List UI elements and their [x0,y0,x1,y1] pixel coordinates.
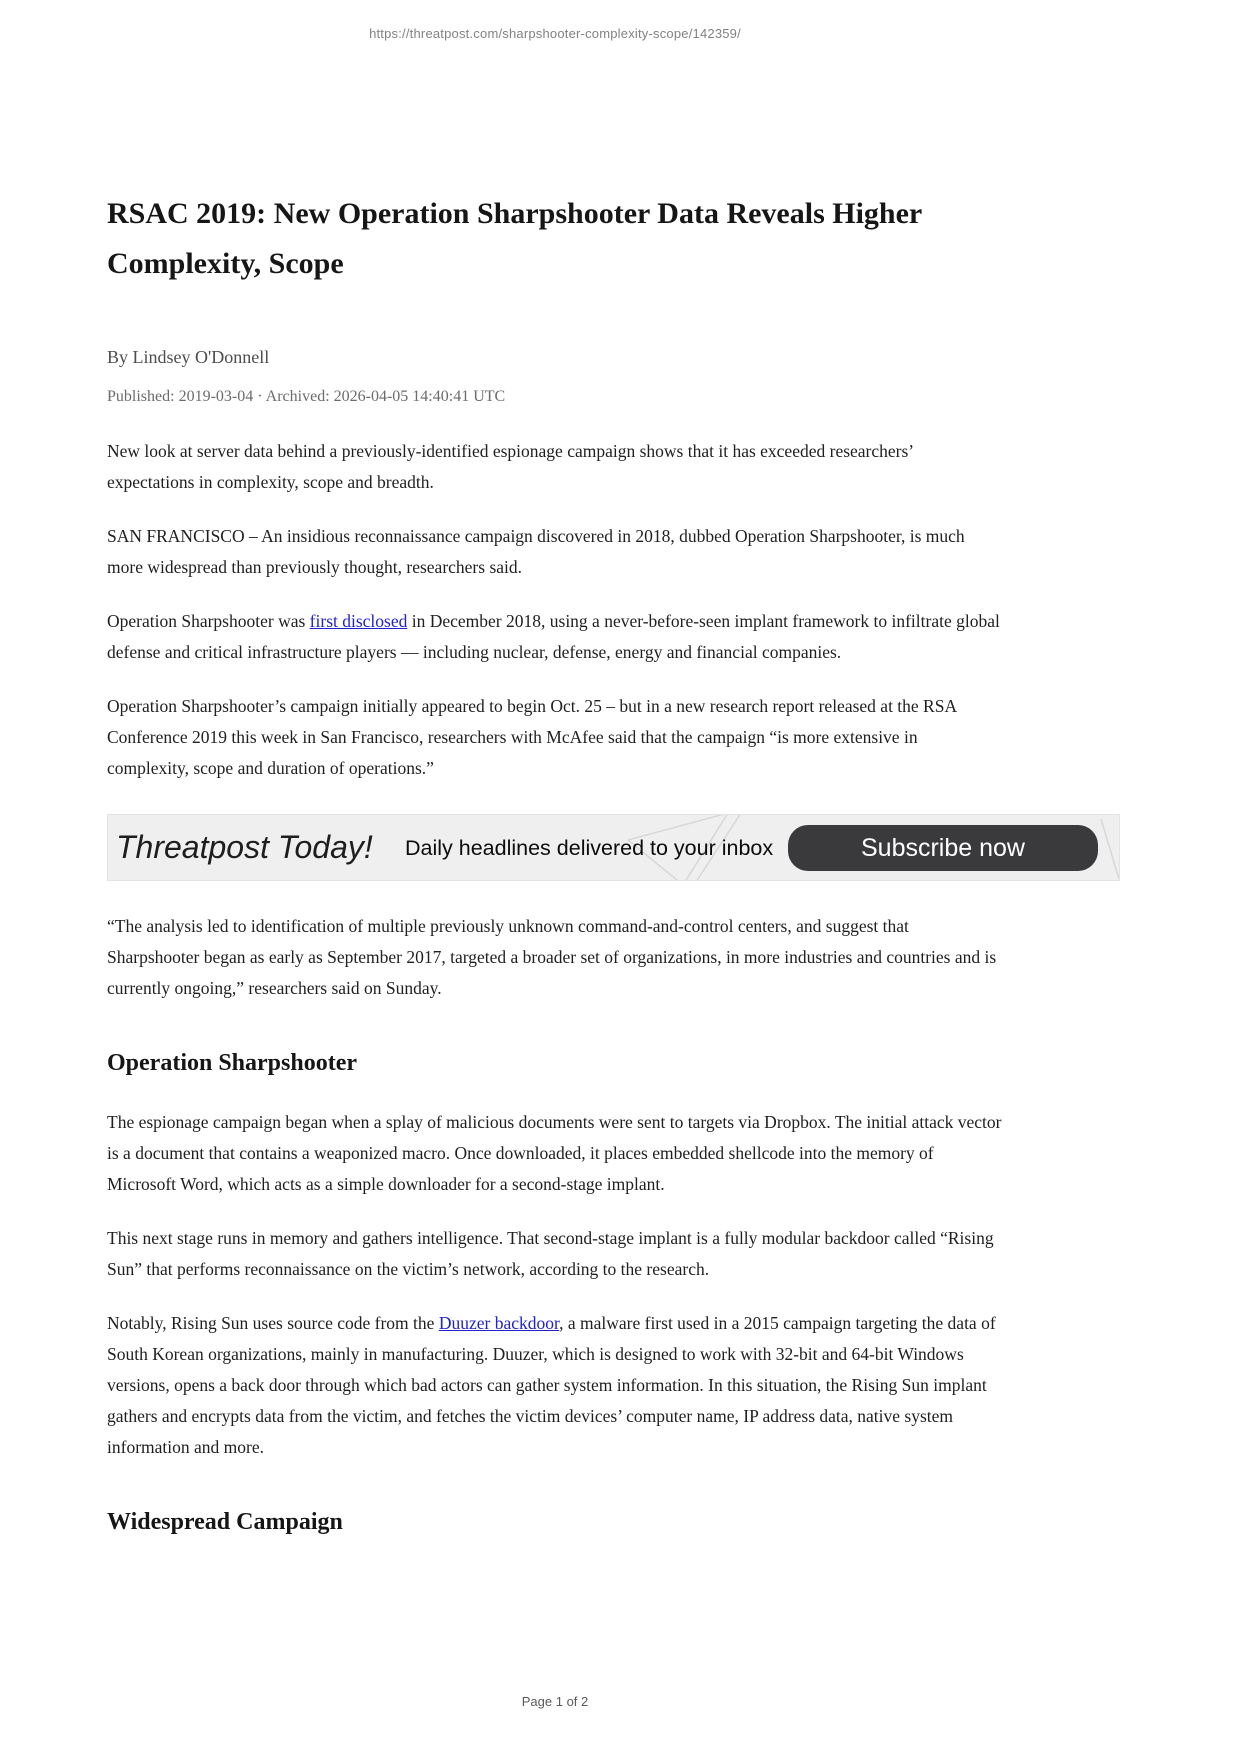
article-paragraph: Notably, Rising Sun uses source code from the Duuzer backdoor, a malware first used in a 2015 campaign targeting the data of South Korean organizations, mainly in manufacturing. Duuzer, which is designed to work with 32-bit and 64-bit Windows versions, opens a back door through which bad actors can gather system information. In this situation, the Rising Sun implant gathers and encrypts data from the victim, and fetches the victim devices’ computer name, IP address data, native system information and more. [107,1313,996,1457]
article-paragraph: SAN FRANCISCO – An insidious reconnaissance campaign discovered in 2018, dubbed Operation Sharpshooter, is much more widespread than previously thought, researchers said. [107,526,965,577]
inline-link[interactable]: Duuzer backdoor [438,1313,560,1333]
page-number: Page 1 of 2 [521,1694,589,1709]
banner-tagline: Daily headlines delivered to your inbox [405,836,774,860]
article-paragraph: “The analysis led to identification of multiple previously unknown command-and-control centers, and suggest that Sharpshooter began as early as September 2017, targeted a broader set of organizations, in more industries and countries and is currently ongoing,” researchers said on Sunday. [107,916,997,998]
subscribe-now-button[interactable]: Subscribe now [788,825,1098,871]
newsletter-banner [107,814,1120,881]
article-meta: Published: 2019-03-04 · Archived: 2026-04-05 14:40:41 UTC [107,388,506,405]
article-paragraph: New look at server data behind a previously-identified espionage campaign shows that it has exceeded researchers’ expectations in complexity, scope and breadth. [107,441,913,492]
section-heading: Operation Sharpshooter [107,1050,358,1076]
article-title: RSAC 2019: New Operation Sharpshooter Data Reveals Higher Complexity, Scope [107,197,922,280]
inline-link[interactable]: first disclosed [309,611,408,631]
article-body-bottom [107,911,1003,1536]
article [107,189,1025,1536]
article-paragraph: This next stage runs in memory and gathers intelligence. That second-stage implant is a fully modular backdoor called “Rising Sun” that performs reconnaissance on the victim’s network, according to the research. [107,1228,994,1279]
page-url: https://threatpost.com/sharpshooter-complexity-scope/142359/ [369,26,741,41]
threatpost-today-logo: Threatpost Today! [116,829,373,865]
article-paragraph: The espionage campaign began when a splay of malicious documents were sent to targets via Dropbox. The initial attack vector is a document that contains a weaponized macro. Once downloaded, it places embedded shellcode into the memory of Microsoft Word, which acts as a simple downloader for a second-stage implant. [107,1112,1002,1194]
article-byline: By Lindsey O'Donnell [107,347,270,367]
section-heading: Widespread Campaign [107,1509,343,1535]
article-body-top [107,436,1003,784]
article-paragraph: Operation Sharpshooter’s campaign initially appeared to begin Oct. 25 – but in a new research report released at the RSA Conference 2019 this week in San Francisco, researchers with McAfee said that the campaign “is more extensive in complexity, scope and duration of operations.” [107,696,957,778]
article-paragraph: Operation Sharpshooter was first disclosed in December 2018, using a never-before-seen implant framework to infiltrate global defense and critical infrastructure players — including nuclear, defense, energy and financial companies. [107,611,1000,662]
